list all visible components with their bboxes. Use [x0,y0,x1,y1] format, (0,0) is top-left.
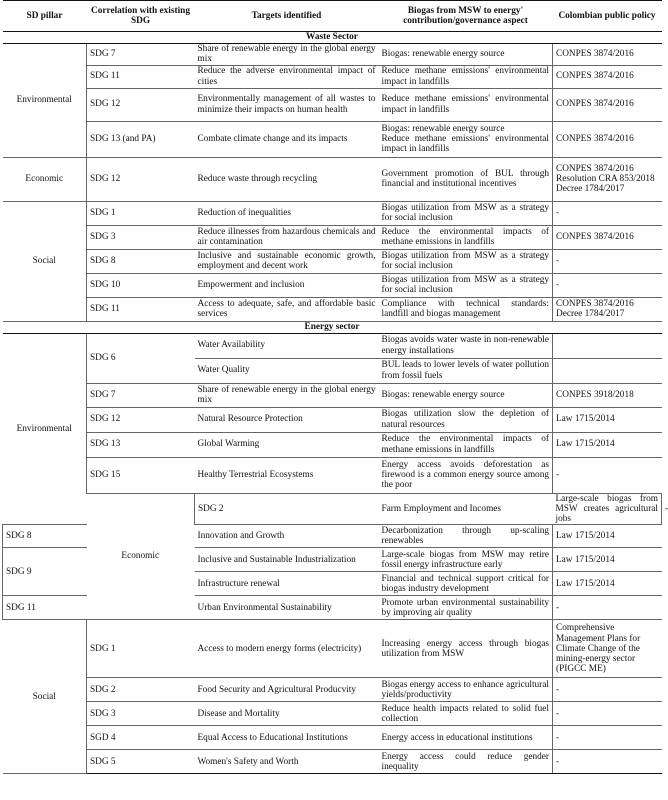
target-cell: Farm Employment and Incomes [379,493,553,525]
policy-cell: CONPES 3874/2016 [553,121,662,157]
biogas-cell: Reduce the environmental impacts of methane emissions in landfills [379,225,553,249]
biogas-cell: Energy access in educational institutions [379,726,553,750]
pillar-cell: Economic [87,493,195,620]
sdg-cell: SDG 9 [3,548,87,596]
policy-cell: - [553,201,662,225]
policy-line: CONPES 3874/2016 [556,298,634,309]
table-row [3,201,662,225]
table-row [3,702,662,726]
pillar-cell: Social [3,620,87,774]
policy-cell: Law 1715/2014 [553,407,662,432]
sector-title: Energy sector [3,321,662,333]
table-row [3,225,662,249]
sdg-cell: SDG 1 [87,620,195,678]
sdg-cell: SDG 13 (and PA) [87,121,195,157]
biogas-cell: Biogas avoids water waste in non-renewable energy installations [379,333,553,358]
target-cell: Food Security and Agricultural Producvity [195,678,379,702]
sdg-cell: SDG 15 [87,457,195,493]
table-row [3,249,662,273]
table-row [3,333,662,358]
target-cell: Empowerment and inclusion [195,273,379,297]
sdg-cell: SDG 13 [87,432,195,457]
policy-cell: Comprehensive Management Plans for Climate Change of the mining-energy sector (PIGCC ME) [553,620,662,678]
sector-title: Waste Sector [3,32,662,44]
header-targets: Targets identified [251,10,322,21]
biogas-cell: Biogas utilization from MSW as a strategy for social inclusion [379,201,553,225]
policy-cell: Law 1715/2014 [553,525,662,548]
biogas-cell: Compliance with technical standards: landfill and biogas management [379,297,553,321]
sdg-table [2,0,668,774]
policy-cell: - [553,249,662,273]
sdg-cell: SDG 2 [87,678,195,702]
biogas-cell [379,121,553,157]
pillar-cell: Environmental [3,333,87,525]
table-row [3,457,662,493]
target-cell: Water Availability [195,333,379,358]
sdg-cell: SDG 12 [87,407,195,432]
policy-cell: CONPES 3874/2016 [553,88,662,121]
sdg-cell: SDG 8 [87,249,195,273]
target-cell: Water Quality [195,358,379,383]
policy-cell: Law 1715/2014 [553,432,662,457]
biogas-cell: Government promotion of BUL through financial and institutional incentives [379,157,553,201]
table-row [3,121,662,157]
table-row [3,750,662,774]
target-cell: Access to adequate, safe, and affordable basic services [195,297,379,321]
policy-cell [553,297,662,321]
target-cell: Share of renewable energy in the global energy mix [195,44,379,66]
biogas-cell: Reduce health impacts related to solid fuel collection [379,702,553,726]
target-cell: Reduction of inequalities [195,201,379,225]
sdg-cell: SDG 10 [87,273,195,297]
biogas-cell: Large-scale biogas from MSW creates agricultural jobs [553,493,662,525]
biogas-cell: Decarbonization through up-scaling renewables [379,525,553,548]
table-row [3,678,662,702]
policy-cell: CONPES 3874/2016 [553,65,662,88]
target-cell: Inclusive and sustainable economic growth, employment and decent work [195,249,379,273]
sdg-cell: SDG 5 [87,750,195,774]
biogas-cell: Energy access avoids deforestation as firewood is a common energy source among the poor [379,457,553,493]
biogas-cell: Biogas utilization from MSW as a strategy for social inclusion [379,273,553,297]
target-cell: Environmentally management of all wastes to minimize their impacts on human health [195,88,379,121]
policy-cell [553,157,662,201]
sdg-cell: SDG 12 [87,157,195,201]
biogas-cell: Biogas: renewable energy source [379,44,553,66]
policy-line: Decree 1784/2017 [556,184,625,195]
pillar-cell: Social [3,201,87,321]
pillar-cell: Environmental [3,44,87,158]
biogas-cell: BUL leads to lower levels of water pollution from fossil fuels [379,358,553,383]
target-cell: Reduce waste through recycling [195,157,379,201]
policy-cell: Law 1715/2014 [553,548,662,572]
table-row [3,297,662,321]
sdg-cell: SDG 1 [87,201,195,225]
target-cell: Urban Environmental Sustainability [195,596,379,620]
policy-cell: - [553,702,662,726]
sdg-cell: SDG 3 [87,702,195,726]
target-cell: Inclusive and Sustainable Industrialization [195,548,379,572]
biogas-cell: Reduce methane emissions' environmental impact in landfills [379,65,553,88]
target-cell: Share of renewable energy in the global energy mix [195,383,379,407]
target-cell: Women's Safety and Worth [195,750,379,774]
pillar-cell: Economic [3,157,87,201]
policy-cell: CONPES 3874/2016 [553,44,662,66]
table-row [3,88,662,121]
biogas-cell: Reduce methane emissions' environmental impact in landfills [379,88,553,121]
biogas-cell: Promote urban environmental sustainability by improving air quality [379,596,553,620]
policy-cell: CONPES 3874/2016 [553,225,662,249]
biogas-cell: Biogas utilization from MSW as a strategy for social inclusion [379,249,553,273]
policy-cell: - [553,750,662,774]
policy-cell [553,333,662,358]
sdg-cell: SDG 11 [87,297,195,321]
biogas-cell: Biogas utilization slow the depletion of natural resources [379,407,553,432]
biogas-cell: Biogas energy access to enhance agricultural yields/productivity [379,678,553,702]
header-row [3,1,662,32]
biogas-cell: Reduce the environmental impacts of methane emissions in landfills [379,432,553,457]
table-row: Economic SDG 2 Farm Employment and Incomes Large-scale biogas from MSW creates agricultural jobs - [3,493,662,525]
target-cell: Combate climate change and its impacts [195,121,379,157]
biogas-cell: Large-scale biogas from MSW may retire fossil energy infrastructure early [379,548,553,572]
sdg-cell: SDG 8 [3,525,87,548]
target-cell: Innovation and Growth [195,525,379,548]
sdg-cell: SDG 11 [87,65,195,88]
biogas-cell: Increasing energy access through biogas utilization from MSW [379,620,553,678]
biogas-line: Reduce methane emissions' environmental impact in landfills [381,133,549,155]
target-cell: Healthy Terrestrial Ecosystems [195,457,379,493]
biogas-cell: Energy access could reduce gender inequality [379,750,553,774]
target-cell: Reduce the adverse environmental impact of cities [195,65,379,88]
table-row [3,726,662,750]
table-row [3,620,662,678]
header-policy: Colombian public policy [558,10,656,21]
sdg-cell: SDG 2 [195,493,379,525]
policy-cell: CONPES 3918/2018 [553,383,662,407]
header-biogas: Biogas from MSW to energy' contribution/governance aspect [403,5,528,26]
table-row [3,432,662,457]
sdg-cell: SDG 6 [87,333,195,383]
policy-cell: - [553,726,662,750]
policy-line: CONPES 3874/2016 [556,163,634,174]
table-row [3,157,662,201]
sdg-cell: SDG 7 [87,44,195,66]
sdg-cell: SDG 7 [87,383,195,407]
policy-cell: - [553,273,662,297]
biogas-cell: Biogas: renewable energy source [379,383,553,407]
policy-cell: - [553,457,662,493]
target-cell: Natural Resource Protection [195,407,379,432]
biogas-cell: Financial and technical support critical for biogas industry development [379,572,553,596]
sdg-cell: SDG 12 [87,88,195,121]
target-cell: Access to modern energy forms (electricity) [195,620,379,678]
header-sdg: Correlation with existing SDG [91,5,190,26]
table-row [3,65,662,88]
table-row [3,383,662,407]
header-pillar: SD pillar [26,10,63,21]
target-cell: Global Warming [195,432,379,457]
sdg-cell: SGD 4 [87,726,195,750]
policy-cell: - [553,678,662,702]
target-cell: Infrastructure renewal [195,572,379,596]
table-row [3,407,662,432]
sector-row-waste [3,32,662,44]
policy-cell: - [553,596,662,620]
sector-row-energy [3,321,662,333]
sdg-cell: SDG 11 [3,596,87,620]
target-cell: Reduce illnesses from hazardous chemicals and air contamination [195,225,379,249]
policy-line: Decree 1784/2017 [556,309,625,320]
policy-cell [553,358,662,383]
biogas-line: Biogas: renewable energy source [381,123,505,134]
table-row [3,273,662,297]
policy-cell: Law 1715/2014 [553,572,662,596]
table-row [3,44,662,66]
target-cell: Equal Access to Educational Institutions [195,726,379,750]
policy-line: Resolution CRA 853/2018 [556,173,655,184]
sdg-cell: SDG 3 [87,225,195,249]
target-cell: Disease and Mortality [195,702,379,726]
